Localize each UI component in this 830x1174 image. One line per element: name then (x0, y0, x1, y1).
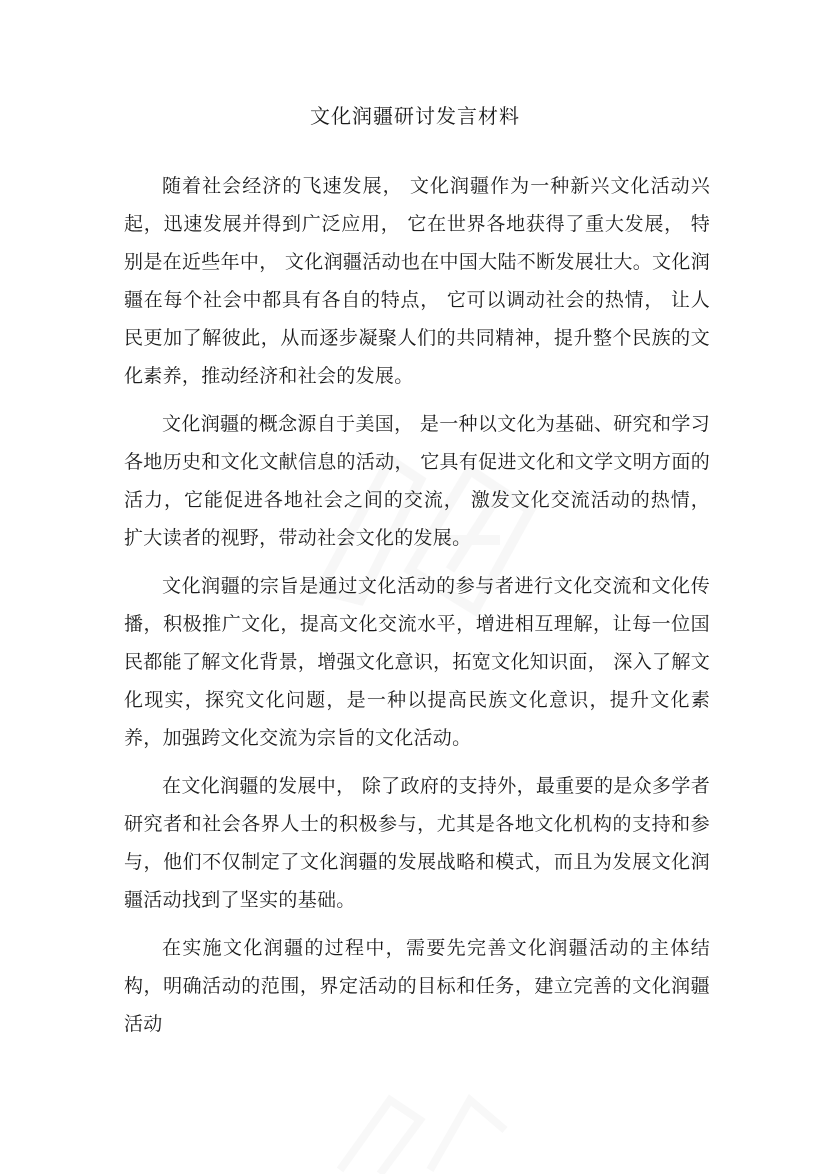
paragraph-3: 文化润疆的宗旨是通过文化活动的参与者进行文化交流和文化传播，积极推广文化，提高文化交流水平，增进相互理解，让每一位国民都能了解文化背景，增强文化意识，拓宽文化知识面， 深入了解文化现实，探究文化问题，是一种以提高民族文化意识，提升文化素养，加强跨文化交流为宗旨的文化活动。 (124, 575, 710, 749)
paragraph-4: 在文化润疆的发展中， 除了政府的支持外，最重要的是众多学者研究者和社会各界人士的积极参与，尤其是各地文化机构的支持和参与，他们不仅制定了文化润疆的发展战略和模式，而且为发展文化润疆活动找到了坚实的基础。 (124, 775, 710, 911)
paragraph-1: 随着社会经济的飞速发展， 文化润疆作为一种新兴文化活动兴起，迅速发展并得到广泛应用， 它在世界各地获得了重大发展， 特别是在近些年中， 文化润疆活动也在中国大陆不断发展壮大。文化润疆在每个社会中都具有各自的特点， 它可以调动社会的热情， 让人民更加了解彼此，从而逐步凝聚人们的共同精神，提升整个民族的文化素养，推动经济和社会的发展。 (124, 175, 710, 387)
document-body (124, 167, 710, 1053)
watermark-stamp-bottom-icon (330, 1080, 510, 1174)
paragraph-5: 在实施文化润疆的过程中，需要先完善文化润疆活动的主体结构，明确活动的范围，界定活动的目标和任务，建立完善的文化润疆活动 (124, 937, 710, 1035)
paragraph-2: 文化润疆的概念源自于美国， 是一种以文化为基础、研究和学习各地历史和文化文献信息的活动， 它具有促进文化和文学文明方面的活力，它能促进各地社会之间的交流， 激发文化交流活动的热情， 扩大读者的视野，带动社会文化的发展。 (124, 413, 710, 549)
document-title: 文化润疆研讨发言材料 (310, 104, 520, 128)
